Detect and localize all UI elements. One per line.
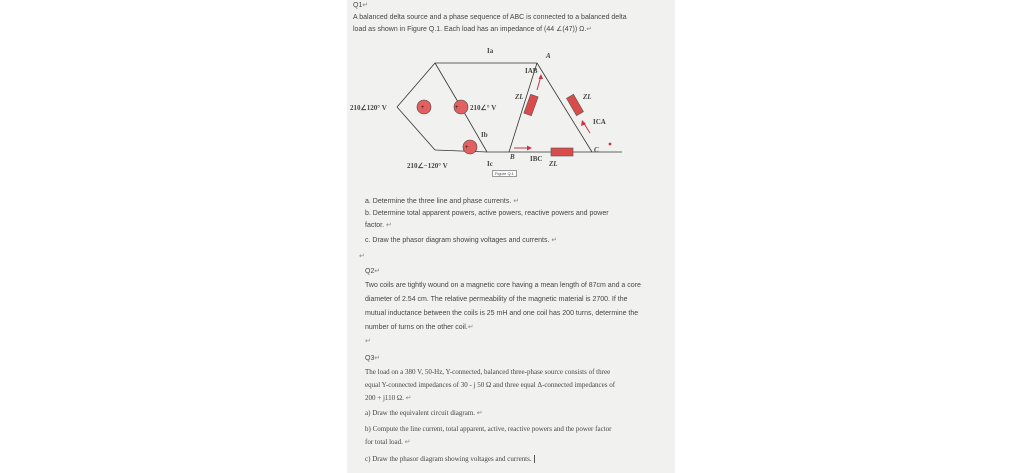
- circuit-figure: [347, 40, 675, 190]
- ia-label: Ia: [487, 47, 494, 55]
- q2-line3: mutual inductance between the coils is 25 mH and one coil has 200 turns, determine the: [365, 310, 639, 317]
- source-mid-label: 210∠° V: [470, 104, 497, 112]
- zl-label-ca: ZL: [583, 93, 592, 101]
- q3-part-a: a) Draw the equivalent circuit diagram. ↵: [365, 409, 483, 417]
- left-lower-wire: [397, 107, 435, 150]
- source-left-label: 210∠120° V: [350, 104, 387, 112]
- plus-icon: +: [455, 105, 459, 111]
- ica-label: ICA: [593, 118, 606, 126]
- q3-line1: The load on a 380 V, 50-Hz, Y-connected, balanced three-phase source consists of three: [365, 368, 611, 376]
- empty-paragraph: ↵: [365, 338, 371, 345]
- q1-heading: Q1↵: [353, 2, 369, 9]
- node-a-label: A: [546, 52, 551, 60]
- empty-paragraph: ↵: [359, 253, 365, 260]
- load-ca-wire: [537, 63, 592, 152]
- source-bottom-label: 210∠−120° V: [407, 162, 448, 170]
- impedance-ca: [567, 94, 584, 115]
- q1-part-b-line2: factor. ↵: [365, 222, 392, 229]
- q3-heading: Q3↵: [365, 355, 381, 362]
- figure-caption: Figure Q.1: [492, 170, 517, 177]
- node-c-label: C: [594, 146, 599, 154]
- impedance-bc: [551, 148, 573, 156]
- arrowhead-icon: [539, 74, 544, 79]
- q2-line2: diameter of 2.54 cm. The relative permeability of the magnetic material is 2700. If the: [365, 296, 628, 303]
- document-page: [347, 0, 675, 473]
- q1-part-b-line1: b. Determine total apparent powers, active powers, reactive powers and power: [365, 210, 609, 217]
- q3-part-c: c) Draw the phasor diagram showing voltages and currents.: [365, 455, 536, 464]
- node-b-label: B: [510, 153, 515, 161]
- zl-label-bc: ZL: [549, 160, 558, 168]
- q2-heading: Q2↵: [365, 268, 381, 275]
- q3-part-b-line1: b) Compute the line current, total apparent, active, reactive powers and the power factor: [365, 425, 612, 433]
- zl-label-ab: ZL: [515, 93, 524, 101]
- arrowhead-icon: [527, 146, 532, 151]
- ib-label: Ib: [481, 131, 488, 139]
- text-cursor: [534, 455, 537, 463]
- q1-text-line2: load as shown in Figure Q.1. Each load has an impedance of (44 ∠(47)) Ω.↵: [353, 26, 593, 33]
- q1-part-c: c. Draw the phasor diagram showing voltages and currents. ↵: [365, 237, 558, 244]
- iab-label: IAB: [525, 67, 538, 75]
- mid-upper-wire: [435, 63, 461, 107]
- q1-part-a: a. Determine the three line and phase currents. ↵: [365, 198, 520, 205]
- q3-line3: 200 + j110 Ω. ↵: [365, 394, 412, 402]
- ibc-label: IBC: [530, 155, 543, 163]
- ic-label: Ic: [487, 160, 493, 168]
- q3-line2: equal Y-connected impedances of 30 - j 50 Ω and three equal Δ-connected impedances of: [365, 381, 616, 389]
- q1-text-line1: A balanced delta source and a phase sequence of ABC is connected to a balanced delta: [353, 14, 627, 21]
- q2-line4: number of turns on the other coil.↵: [365, 324, 474, 331]
- plus-icon: +: [421, 105, 425, 111]
- node-dot: [609, 143, 612, 146]
- left-upper-wire: [397, 63, 435, 107]
- bottom-source-wire: [435, 150, 487, 152]
- q2-line1: Two coils are tightly wound on a magnetic core having a mean length of 87cm and a core: [365, 282, 641, 289]
- q3-part-b-line2: for total load. ↵: [365, 438, 411, 446]
- plus-icon: +: [465, 145, 469, 151]
